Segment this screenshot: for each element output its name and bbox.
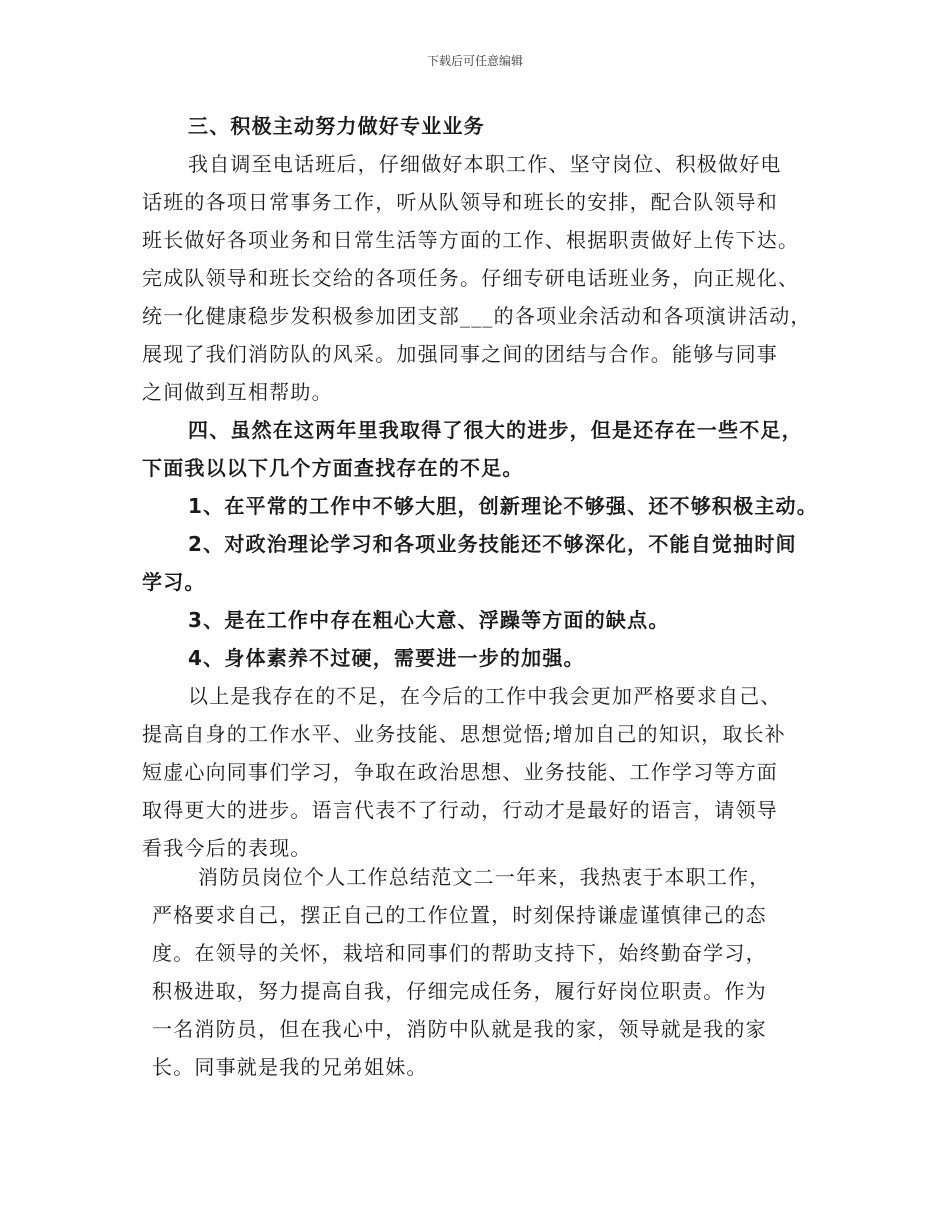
paragraph-line: 看我今后的表现。 <box>142 836 312 860</box>
heading-3: 三、积极主动努力做好专业业务 <box>188 114 485 138</box>
body-section-2 <box>152 859 812 1087</box>
paragraph-line: 消防员岗位个人工作总结范文二一年来，我热衷于本职工作， <box>198 865 771 889</box>
body-section-1 <box>142 107 822 867</box>
paragraph-line: 提高自身的工作水平、业务技能、思想觉悟;增加自己的知识，取长补 <box>142 722 786 746</box>
list-item-2: 2、对政治理论学习和各项业务技能还不够深化，不能自觉抽时间 <box>188 532 797 556</box>
list-item-4: 4、身体素养不过硬，需要进一步的加强。 <box>188 646 585 670</box>
paragraph-line: 之间做到互相帮助。 <box>142 380 333 404</box>
paragraph-line: 以上是我存在的不足，在今后的工作中我会更加严格要求自己、 <box>188 684 782 708</box>
paragraph-line: 长。同事就是我的兄弟姐妹。 <box>152 1055 428 1079</box>
paragraph-line: 严格要求自己，摆正自己的工作位置，时刻保持谦虚谨慎律己的态 <box>152 903 767 927</box>
paragraph-line: 完成队领导和班长交给的各项任务。仔细专研电话班业务，向正规化、 <box>142 266 800 290</box>
list-item-2-cont: 学习。 <box>142 570 206 594</box>
heading-4-cont: 下面我以以下几个方面查找存在的不足。 <box>142 456 524 480</box>
paragraph-line: 我自调至电话班后，仔细做好本职工作、坚守岗位、积极做好电 <box>188 152 782 176</box>
list-item-1: 1、在平常的工作中不够大胆，创新理论不够强、还不够积极主动。 <box>188 494 818 518</box>
paragraph-line: 统一化健康稳步发积极参加团支部___的各项业余活动和各项演讲活动， <box>142 304 812 328</box>
paragraph-line: 积极进取，努力提高自我，仔细完成任务，履行好岗位职责。作为 <box>152 979 767 1003</box>
paragraph-line: 班长做好各项业务和日常生活等方面的工作、根据职责做好上传下达。 <box>142 228 800 252</box>
paragraph-line: 一名消防员，但在我心中，消防中队就是我的家，领导就是我的家 <box>152 1017 767 1041</box>
page-header-watermark: 下载后可任意编辑 <box>426 54 523 68</box>
paragraph-line: 短虚心向同事们学习，争取在政治思想、业务技能、工作学习等方面 <box>142 760 778 784</box>
paragraph-line: 话班的各项日常事务工作，听从队领导和班长的安排，配合队领导和 <box>142 190 778 214</box>
heading-4: 四、虽然在这两年里我取得了很大的进步，但是还存在一些不足， <box>188 418 803 442</box>
paragraph-line: 展现了我们消防队的风采。加强同事之间的团结与合作。能够与同事 <box>142 342 778 366</box>
paragraph-line: 度。在领导的关怀，栽培和同事们的帮助支持下，始终勤奋学习， <box>152 941 767 965</box>
list-item-3: 3、是在工作中存在粗心大意、浮躁等方面的缺点。 <box>188 608 670 632</box>
paragraph-line: 取得更大的进步。语言代表不了行动，行动才是最好的语言，请领导 <box>142 798 778 822</box>
